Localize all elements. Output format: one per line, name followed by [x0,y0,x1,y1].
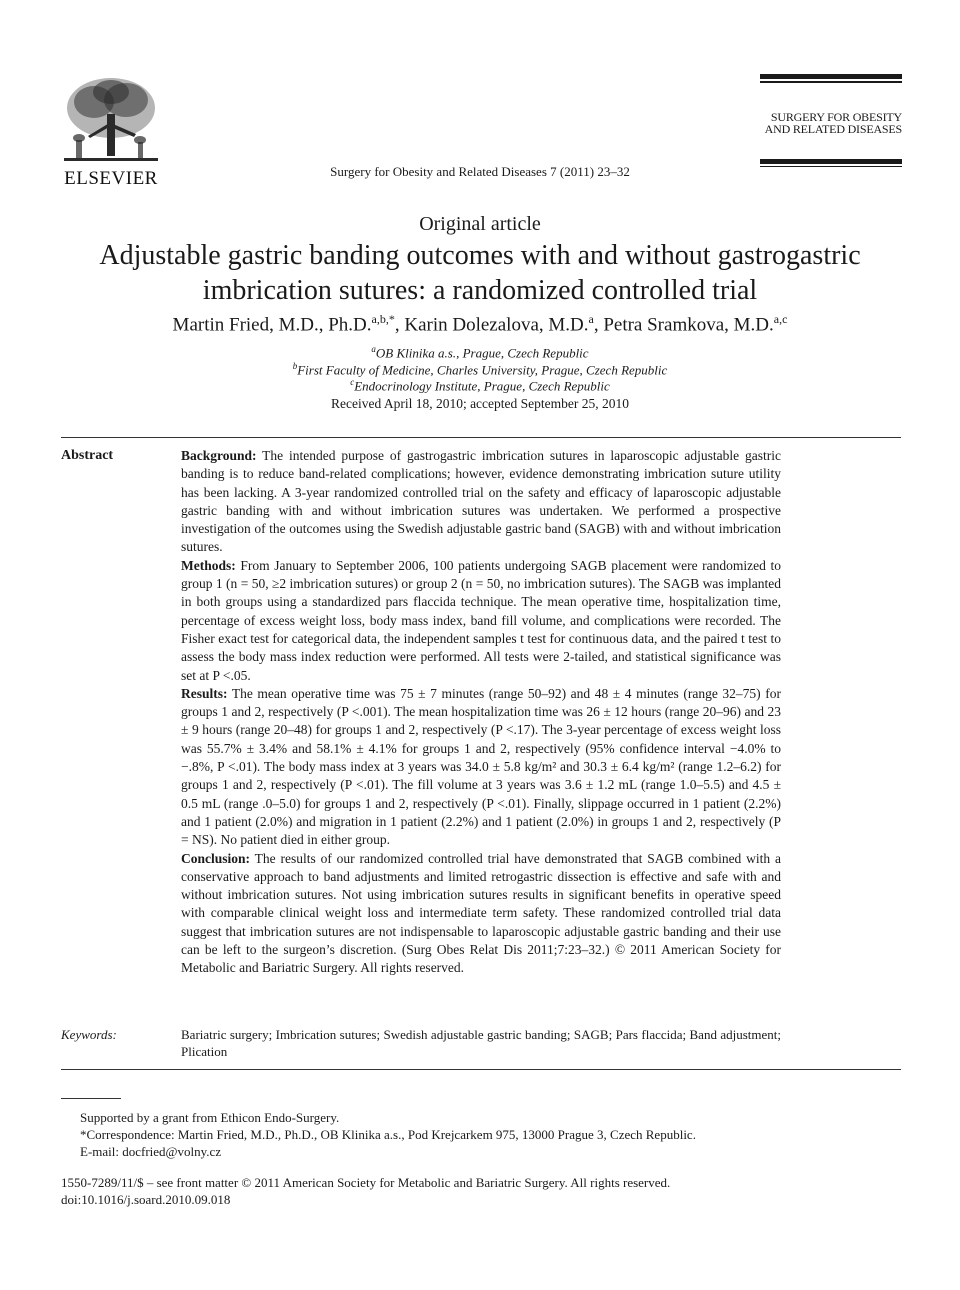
abstract-section [181,850,781,978]
journal-citation: Surgery for Obesity and Related Diseases 7 (2011) 23–32 [330,164,630,179]
correspondence-note: *Correspondence: Martin Fried, M.D., Ph.D., OB Klinika a.s., Pod Krejcarkem 975, 13000 Prague 3, Czech Republic. [80,1127,696,1142]
section-heading: Results: [181,685,228,701]
email-note: E-mail: docfried@volny.cz [80,1144,222,1159]
footnotes [80,1109,900,1160]
article-title: Adjustable gastric banding outcomes with and without gastrogastric imbrication sutures: a randomized controlled trial [99,240,861,306]
divider [61,437,901,438]
divider [61,1069,901,1070]
author-affiliation-mark: a [588,312,594,326]
journal-title: SURGERY FOR OBESITY AND RELATED DISEASES [764,109,902,136]
author-name: Karin Dolezalova, M.D. [404,314,589,336]
masthead-rule [760,166,902,168]
elsevier-tree-icon [58,74,164,170]
article-type: Original article [419,213,541,235]
issn-line: 1550-7289/11/$ – see front matter © 2011 American Society for Metabolic and Bariatric Surgery. All rights reserved. [61,1175,671,1190]
publisher-name: ELSEVIER [64,168,158,189]
journal-masthead [760,74,902,167]
author-affiliation-mark: a,b,* [371,312,395,326]
masthead-rule [760,159,902,164]
publication-info [61,1174,901,1208]
section-text: The mean operative time was 75 ± 7 minutes (range 50–92) and 48 ± 4 minutes (range 32–75) for groups 1 and 2, respectively (P <.001). The mean hospitalization time was 26 ± 12 hours (range 20–96) and 23 ± 9 hours (range 20–48) for groups 1 and 2, respectively (P <.17). The 3-year percentage of excess weight loss was 55.7% ± 3.4% and 58.1% ± 4.1% for groups 1 and 2, respectively (95% confidence interval −4.0% to −.8%, P <.01). The body mass index at 3 years was 34.0 ± 5.8 kg/m² and 30.3 ± 6.4 kg/m² (range 1.2–6.2) for groups 1 and 2, respectively (P <.01). The fill volume at 3 years was 3.6 ± 1.2 mL (range 1.0–5.5) and 4.5 ± 0.5 mL (range .0–5.0) for groups 1 and 2, respectively (P <.01). Finally, slippage occurred in 1 patient (2.2%) and 1 patient (2.0%) and migration in 1 patient (2.2%) and 1 patient (2.0%) in groups 1 and 2, respectively (P = NS). No patient died in either group. [181,685,781,848]
author-name: Petra Sramkova, M.D. [603,314,774,336]
affiliation: $^b$First Faculty of Medicine, Charles University, Prague, Czech Republic [292,361,668,378]
affiliation: $^c$Endocrinology Institute, Prague, Czech Republic [350,377,610,394]
abstract-section [181,447,781,557]
abstract-label: Abstract [61,448,114,463]
received-dates: Received April 18, 2010; accepted September 25, 2010 [330,396,630,411]
footnote-rule [61,1098,121,1099]
abstract-section [181,557,781,685]
section-text: From January to September 2006, 100 patients undergoing SAGB placement were randomized to group 1 (n = 50, ≥2 imbrication sutures) or group 2 (n = 50, no imbrication sutures). The SAGB was implanted in both groups using a standardized pars flaccida technique. The mean operative time, hospitalization time, percentage of excess weight loss, body mass index, band fill volume, and complications were recorded. The Fisher exact test for categorical data, the independent samples t test for continuous data, and the paired t test to assess the body mass index reduction were performed. All tests were 2-tailed, and statistical significance was set at P <.05. [181,557,782,683]
author-list: Martin Fried, M.D., Ph.D.$^{a,b,*}$, Karin Dolezalova, M.D.$^a$, Petra Sramkova, M.D.$^{a,c}$ [172,312,788,336]
section-text: The intended purpose of gastrogastric imbrication sutures in laparoscopic adjustable gastric banding is to reduce band-related complications; however, evidence demonstrating imbrication suture utility has been lacking. A 3-year randomized controlled trial on the safety and efficacy of laparoscopic adjustable gastric banding with and without imbrication sutures was undertaken. We performed a prospective investigation of the outcomes using the Swedish adjustable gastric band (SAGB) with and without imbrication sutures. [181,448,781,555]
masthead-rule [760,81,902,83]
section-heading: Background: [181,448,257,463]
section-heading: Conclusion: [181,850,251,866]
doi-line: doi:10.1016/j.soard.2010.09.018 [61,1192,231,1207]
abstract-body [181,447,781,978]
author-name: Martin Fried, M.D., Ph.D. [172,314,372,336]
abstract-section [181,685,781,850]
author-affiliation-mark: a,c [773,312,788,326]
funding-note: Supported by a grant from Ethicon Endo-Surgery. [80,1110,340,1125]
affiliation: $^a$OB Klinika a.s., Prague, Czech Republic [371,344,589,361]
masthead-rule [760,74,902,79]
section-text: The results of our randomized controlled trial have demonstrated that SAGB combined with a conservative approach to band adjustments and limited retrogastric dissection is effective and safe with and without imbrication sutures. Not using imbrication sutures results in significant benefits in operative speed with comparable clinical weight loss and intermediate term safety. These randomized controlled trial data suggest that imbrication sutures are not indispensable to laparoscopic adjustable gastric banding and their use can be left to the surgeon’s discretion. (Surg Obes Relat Dis 2011;7:23–32.) © 2011 American Society for Metabolic and Bariatric Surgery. All rights reserved. [181,850,781,976]
email-link[interactable]: docfried@volny.cz [122,1144,222,1159]
publisher-logo [58,74,166,192]
keywords-label: Keywords: [61,1027,117,1042]
section-heading: Methods: [181,557,236,573]
keywords-list: Bariatric surgery; Imbrication sutures; Swedish adjustable gastric banding; SAGB; Pars flaccida; Band adjustment; Plication [181,1027,781,1059]
